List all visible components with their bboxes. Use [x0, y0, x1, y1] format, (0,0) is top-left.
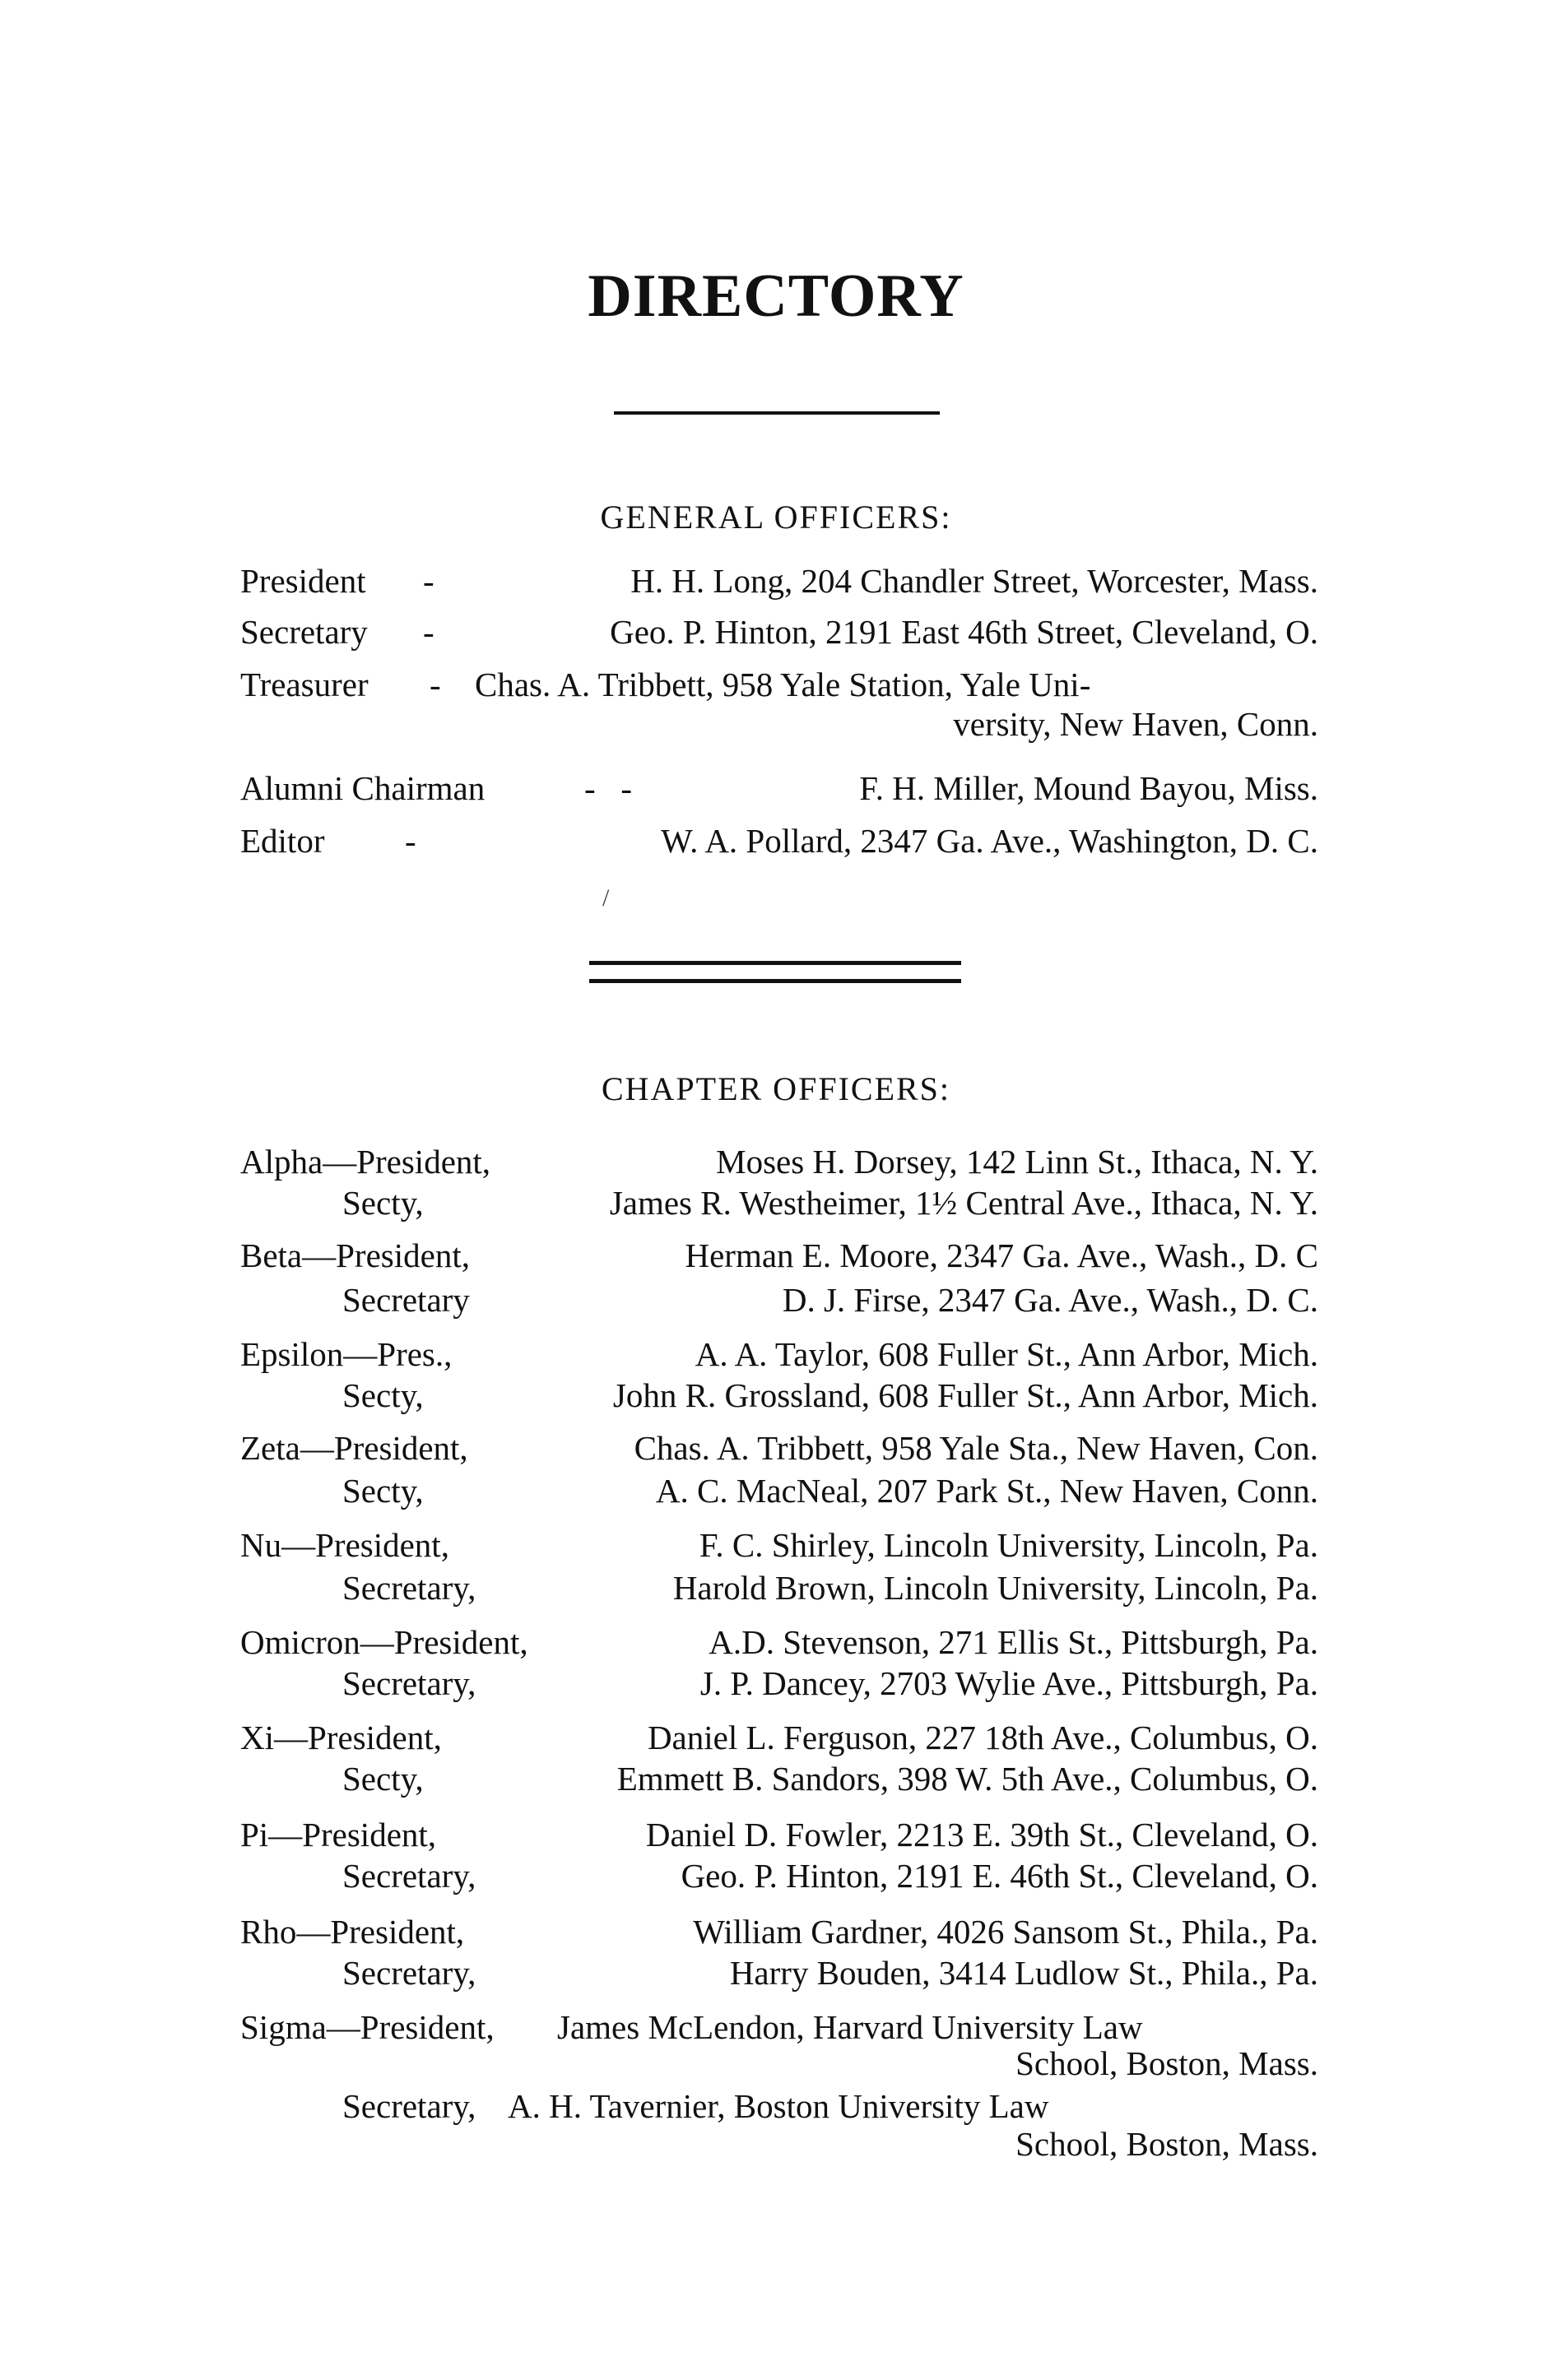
chapter-label: Secretary,: [342, 1664, 476, 1702]
general-officer-row: [240, 663, 1318, 706]
chapter-officer-line: [240, 1278, 1318, 1321]
chapter-officer-line: [240, 1566, 1318, 1609]
chapter-entry-continuation: School, Boston, Mass.: [1015, 2125, 1318, 2163]
chapter-entry: A.D. Stevenson, 271 Ellis St., Pittsburgh, Pa.: [709, 1623, 1318, 1661]
chapter-officer-line: [240, 1140, 1318, 1183]
chapter-entry: Herman E. Moore, 2347 Ga. Ave., Wash., D. C: [685, 1236, 1318, 1274]
chapter-label: Sigma—President,: [240, 2008, 495, 2046]
chapter-label: Pi—President,: [240, 1816, 437, 1853]
officer-entry-continuation: versity, New Haven, Conn.: [953, 705, 1318, 743]
chapter-label: Secty,: [342, 1760, 424, 1798]
page-title: DIRECTORY: [588, 262, 964, 330]
officer-role: Editor: [240, 822, 325, 860]
chapter-entry: F. C. Shirley, Lincoln University, Lincoln, Pa.: [699, 1526, 1318, 1564]
general-officer-row: [240, 767, 1318, 810]
chapter-entry: John R. Grossland, 608 Fuller St., Ann Arbor, Mich.: [612, 1376, 1318, 1414]
officer-role: Secretary: [240, 613, 368, 651]
chapter-entry: Chas. A. Tribbett, 958 Yale Sta., New Haven, Con.: [634, 1429, 1318, 1467]
officer-role: Alumni Chairman: [240, 769, 486, 807]
chapter-label: Rho—President,: [240, 1913, 465, 1951]
chapter-label: Epsilon—Pres.,: [240, 1335, 453, 1373]
officer-entry: Geo. P. Hinton, 2191 East 46th Street, Cleveland, O.: [610, 613, 1318, 651]
chapter-entry: Moses H. Dorsey, 142 Linn St., Ithaca, N. Y.: [716, 1143, 1318, 1181]
general-officers-heading: GENERAL OFFICERS:: [600, 499, 952, 536]
chapter-label: Secretary,: [342, 1954, 476, 1992]
chapter-entry: D. J. Firse, 2347 Ga. Ave., Wash., D. C.: [782, 1281, 1318, 1319]
chapter-entry: A. A. Taylor, 608 Fuller St., Ann Arbor, Mich.: [695, 1335, 1318, 1373]
officer-role: President: [240, 562, 366, 600]
chapter-officer-line: [240, 1469, 1318, 1512]
officer-entry: Chas. A. Tribbett, 958 Yale Station, Yale Uni-: [475, 666, 1091, 703]
row-separator: -: [405, 822, 416, 860]
chapter-label: Secretary,: [342, 1857, 476, 1895]
chapter-officer-line: [240, 1374, 1318, 1417]
chapter-officer-line: [240, 1854, 1318, 1897]
chapter-officer-line: [240, 1910, 1318, 1953]
officer-entry: W. A. Pollard, 2347 Ga. Ave., Washington, D. C.: [661, 822, 1318, 860]
row-separator: -: [423, 613, 434, 651]
chapter-label: Secty,: [342, 1472, 424, 1510]
chapter-label: Zeta—President,: [240, 1429, 468, 1467]
chapter-entry-continuation-line: [240, 2042, 1318, 2085]
chapter-officer-line: [240, 1234, 1318, 1277]
chapter-officer-line: [240, 2085, 1318, 2127]
chapter-label: Omicron—President,: [240, 1623, 528, 1661]
chapter-entry: James McLendon, Harvard University Law: [557, 2008, 1143, 2046]
chapter-entry: A. C. MacNeal, 207 Park St., New Haven, Conn.: [655, 1472, 1318, 1510]
general-officer-row: [240, 610, 1318, 653]
chapter-entry: William Gardner, 4026 Sansom St., Phila., Pa.: [693, 1913, 1318, 1951]
officer-role: Treasurer: [240, 666, 369, 703]
stray-mark: /: [602, 884, 610, 912]
chapter-officers-heading: CHAPTER OFFICERS:: [601, 1070, 951, 1107]
chapter-officer-line: [240, 1181, 1318, 1224]
chapter-entry: Harold Brown, Lincoln University, Lincoln, Pa.: [672, 1569, 1318, 1607]
chapter-officer-line: [240, 1427, 1318, 1469]
chapter-label: Secretary,: [342, 1569, 476, 1607]
chapter-entry: Daniel D. Fowler, 2213 E. 39th St., Cleveland, O.: [645, 1816, 1318, 1853]
chapter-entry-continuation-line: [240, 2123, 1318, 2165]
chapter-officer-line: [240, 1716, 1318, 1759]
chapter-entry: Geo. P. Hinton, 2191 E. 46th St., Cleveland, O.: [681, 1857, 1318, 1895]
chapter-label: Xi—President,: [240, 1719, 442, 1756]
row-separator: -: [423, 562, 434, 600]
chapter-officer-line: [240, 1951, 1318, 1994]
chapter-officer-line: [240, 1621, 1318, 1663]
chapter-label: Beta—President,: [240, 1236, 470, 1274]
title-rule: [614, 411, 940, 415]
chapter-entry: Harry Bouden, 3414 Ludlow St., Phila., Pa.: [729, 1954, 1318, 1992]
chapter-entry: Daniel L. Ferguson, 227 18th Ave., Columbus, O.: [647, 1719, 1318, 1756]
chapter-officer-line: [240, 1524, 1318, 1566]
chapter-officer-line: [240, 1757, 1318, 1800]
chapter-entry: Emmett B. Sandors, 398 W. 5th Ave., Columbus, O.: [616, 1760, 1318, 1798]
chapter-label: Alpha—President,: [240, 1143, 491, 1181]
chapter-entry-continuation: School, Boston, Mass.: [1015, 2044, 1318, 2082]
chapter-officer-line: [240, 1662, 1318, 1705]
chapter-entry: J. P. Dancey, 2703 Wylie Ave., Pittsburgh, Pa.: [699, 1664, 1318, 1702]
row-separator: - -: [584, 769, 633, 807]
general-officer-row: [240, 559, 1318, 602]
section-rule-bottom: [589, 979, 961, 983]
chapter-label: Secretary,: [342, 2087, 476, 2125]
chapter-label: Secty,: [342, 1376, 424, 1414]
chapter-officer-line: [240, 1813, 1318, 1856]
section-rule-top: [589, 961, 961, 965]
officer-entry: H. H. Long, 204 Chandler Street, Worcester, Mass.: [630, 562, 1318, 600]
chapter-label: Secty,: [342, 1184, 424, 1222]
chapter-entry: James R. Westheimer, 1½ Central Ave., Ithaca, N. Y.: [609, 1184, 1318, 1222]
row-separator: -: [430, 666, 441, 703]
general-officer-row: [240, 819, 1318, 862]
general-officer-row-continuation: [240, 703, 1318, 745]
chapter-entry: A. H. Tavernier, Boston University Law: [508, 2087, 1049, 2125]
chapter-label: Secretary: [342, 1281, 470, 1319]
officer-entry: F. H. Miller, Mound Bayou, Miss.: [859, 769, 1318, 807]
chapter-officer-line: [240, 1333, 1318, 1376]
chapter-label: Nu—President,: [240, 1526, 449, 1564]
